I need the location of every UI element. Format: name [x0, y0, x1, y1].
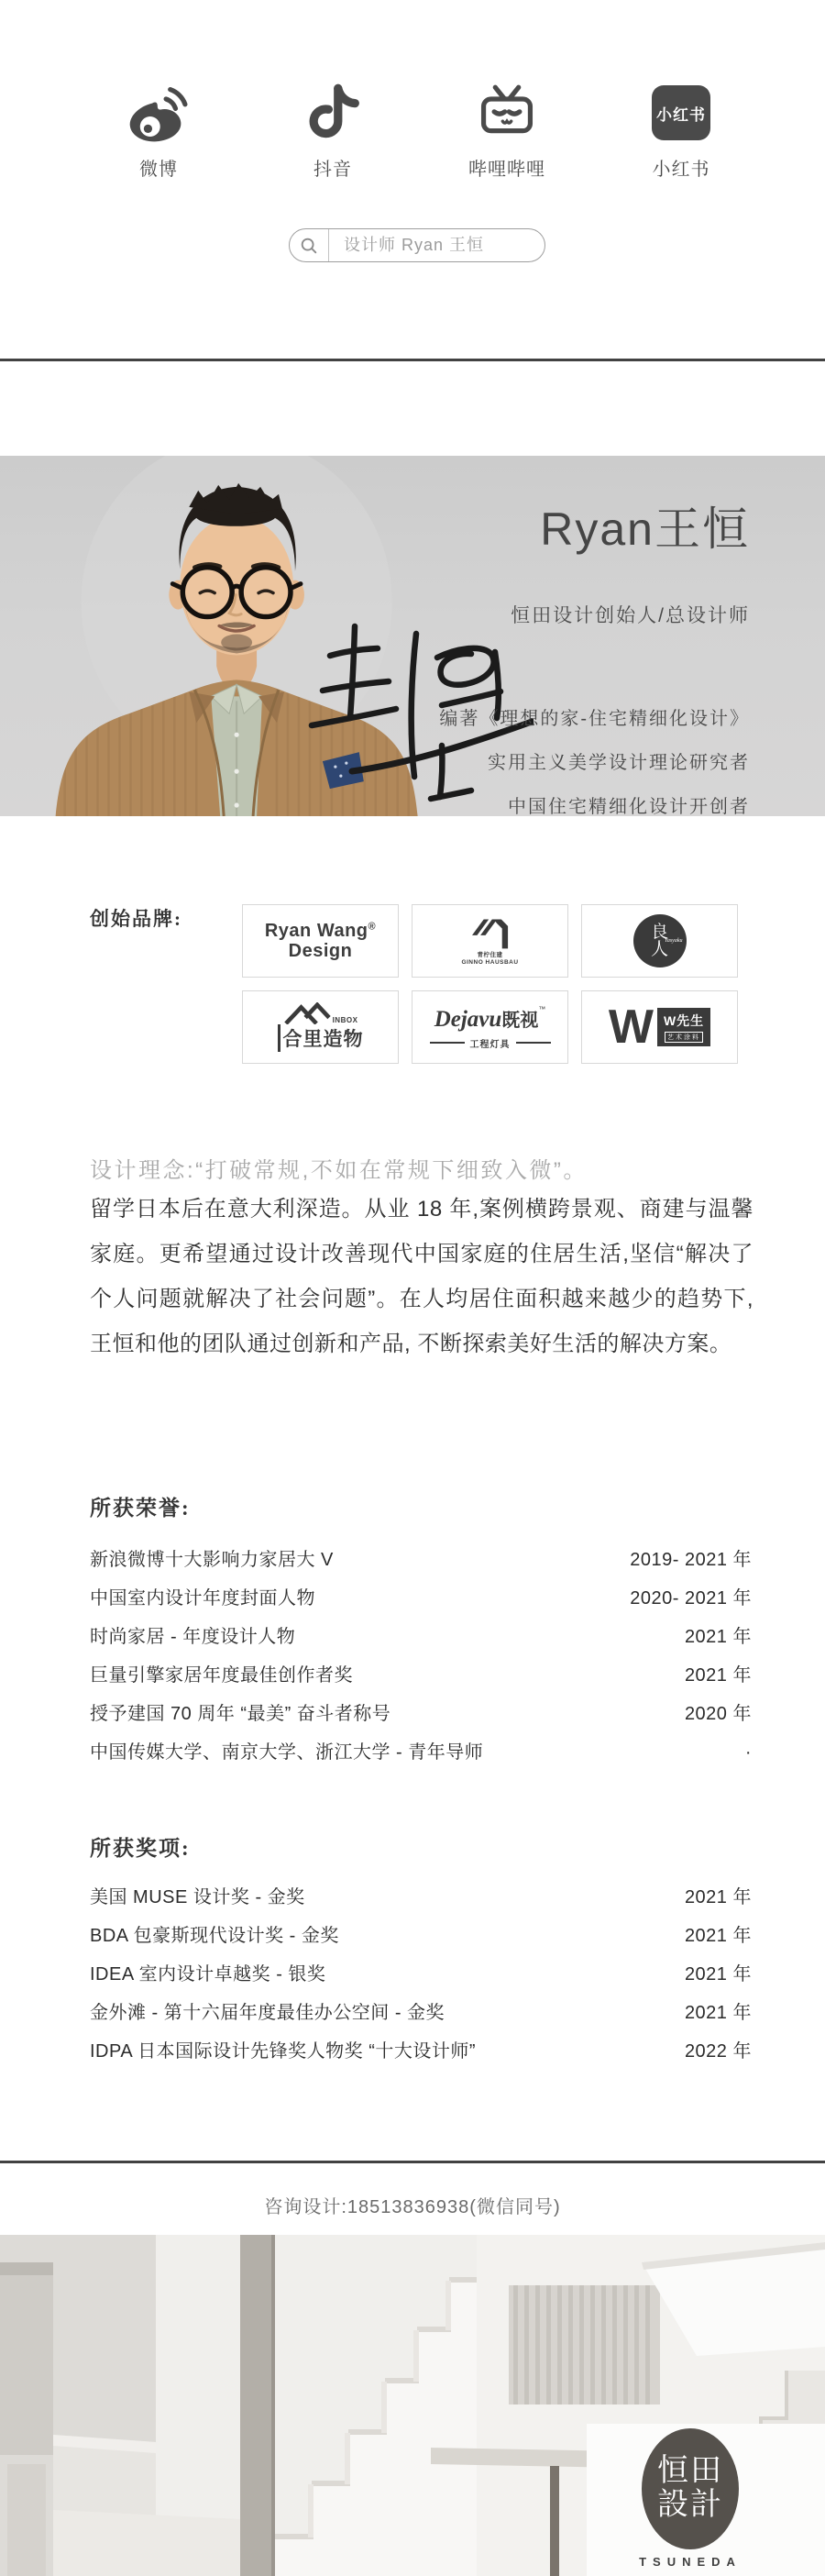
honor-text: 时尚家居 - 年度设计人物 — [90, 1627, 296, 1647]
award-row — [90, 1997, 752, 2024]
award-year: 2021 年 — [684, 1926, 752, 1946]
social-label: 微博 — [139, 160, 178, 180]
douyin-icon — [297, 77, 368, 149]
xiaohongshu-icon: 小红书 — [645, 77, 717, 149]
honor-text: 新浪微博十大影响力家居大 V — [90, 1550, 334, 1570]
social-link-weibo[interactable] — [104, 77, 214, 181]
honor-text: 巨量引擎家居年度最佳创作者奖 — [90, 1665, 353, 1686]
footer-divider — [0, 2161, 825, 2163]
award-year: 2021 年 — [684, 2003, 752, 2023]
search-icon — [290, 229, 329, 261]
double-roof-icon — [283, 1002, 331, 1024]
social-label: 抖音 — [314, 160, 352, 180]
social-link-bilibili[interactable] — [452, 77, 562, 181]
honor-year: 2020 年 — [684, 1704, 752, 1724]
weibo-icon — [123, 77, 194, 149]
brand-logo-ryan-wang-design: Ryan Wang® Design — [242, 904, 399, 978]
award-row — [90, 1882, 752, 1908]
social-link-xiaohongshu[interactable] — [626, 77, 736, 181]
top-divider — [0, 359, 825, 361]
brand-logo-yasyaku — [581, 904, 738, 978]
hero-section — [0, 456, 825, 816]
contact-phone: 咨询设计:18513836938(微信同号) — [264, 2197, 561, 2217]
social-link-douyin[interactable] — [278, 77, 388, 181]
honor-year: 2019- 2021 年 — [630, 1550, 752, 1570]
designer-name: Ryan王恒 — [540, 503, 750, 555]
award-text: IDEA 室内设计卓越奖 - 银奖 — [90, 1964, 326, 1985]
search-input[interactable] — [329, 236, 566, 255]
social-label: 哔哩哔哩 — [468, 160, 545, 180]
honor-row — [90, 1583, 752, 1609]
award-text: BDA 包豪斯现代设计奖 - 金奖 — [90, 1926, 339, 1946]
award-year: 2021 年 — [684, 1964, 752, 1985]
honor-year: 2021 年 — [684, 1665, 752, 1686]
award-year: 2021 年 — [684, 1887, 752, 1907]
design-philosophy: 设计理念:“打破常规,不如在常规下细致入微”。 — [90, 1158, 588, 1183]
tsuneda-logo: 恒田 設計 — [642, 2428, 739, 2549]
yasyaku-circle-icon: 良 人 Yasyaku — [633, 914, 687, 967]
brand-logo-dejavu: Dejavu既视™ 工程灯具 — [412, 990, 568, 1064]
bilibili-icon — [471, 77, 543, 149]
award-row — [90, 2036, 752, 2062]
honor-row — [90, 1737, 752, 1763]
designer-credential: 编著《理想的家-住宅精细化设计》 — [439, 709, 750, 729]
award-text: 金外滩 - 第十六届年度最佳办公空间 - 金奖 — [90, 2003, 446, 2023]
honor-row — [90, 1544, 752, 1571]
award-text: 美国 MUSE 设计奖 - 金奖 — [90, 1887, 305, 1907]
award-row — [90, 1959, 752, 1985]
awards-title: 所获奖项: — [90, 1837, 191, 1860]
designer-title: 恒田设计创始人/总设计师 — [511, 605, 750, 626]
founded-brands-label: 创始品牌: — [90, 908, 182, 930]
honor-year: 2021 年 — [684, 1627, 752, 1647]
social-label: 小红书 — [652, 160, 710, 180]
designer-credential: 实用主义美学设计理论研究者 — [488, 753, 750, 773]
designer-credential: 中国住宅精细化设计开创者 — [508, 797, 750, 816]
roof-icon — [466, 915, 515, 952]
honor-text: 中国室内设计年度封面人物 — [90, 1588, 315, 1609]
honor-text: 授予建国 70 周年 “最美” 奋斗者称号 — [90, 1704, 391, 1724]
honor-year: 2020- 2021 年 — [630, 1588, 752, 1609]
brand-logo-ginno-hausbau: 青柠住建 GINNO HAUSBAU — [412, 904, 568, 978]
search-bar[interactable] — [289, 228, 545, 262]
honor-year: · — [744, 1742, 752, 1763]
honor-text: 中国传媒大学、南京大学、浙江大学 - 青年导师 — [90, 1742, 484, 1763]
award-year: 2022 年 — [684, 2041, 752, 2062]
designer-bio: 留学日本后在意大利深造。从业 18 年,案例横跨景观、商建与温馨家庭。更希望通过设计改善现代中国家庭的住居生活,坚信“解决了个人问题就解决了社会问题”。在人均居住面积越来越少的趋势下, 王恒和他的团队通过创新和产品, 不断探索美好生活的解决方案。 — [90, 1197, 754, 1356]
tsuneda-wordmark: TSUNEDA — [639, 2555, 742, 2569]
honor-row — [90, 1698, 752, 1725]
honor-row — [90, 1660, 752, 1686]
brand-logo-mr-w: W W先生 艺术涂料 — [581, 990, 738, 1064]
honors-title: 所获荣誉: — [90, 1497, 191, 1520]
award-row — [90, 1920, 752, 1947]
award-text: IDPA 日本国际设计先锋奖人物奖 “十大设计师” — [90, 2041, 477, 2062]
brand-logo-heli-inbox: INBOX 合里造物 — [242, 990, 399, 1064]
honor-row — [90, 1621, 752, 1648]
